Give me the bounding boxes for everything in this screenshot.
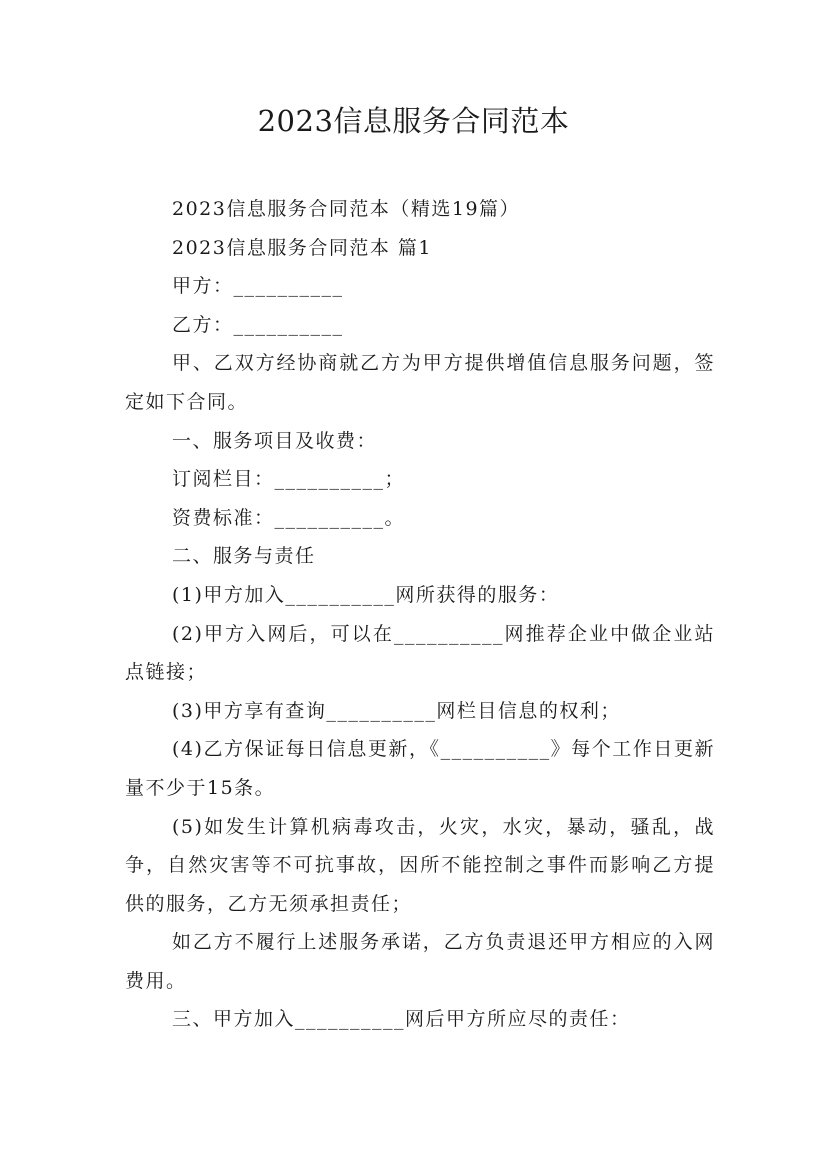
paragraph-heading-2: 二、服务与责任 [172, 545, 316, 568]
paragraph-intro: 甲、乙双方经协商就乙方为甲方提供增值信息服务问题，签定如下合同。 [125, 352, 715, 413]
paragraph-heading-1: 一、服务项目及收费： [172, 429, 378, 452]
paragraph-item-3: (3)甲方享有查询__________网栏目信息的权利； [172, 699, 621, 722]
paragraph-subscription: 订阅栏目：__________； [172, 468, 406, 491]
paragraph-item-4: (4)乙方保证每日信息更新，《__________》每个工作日更新量不少于15条。 [125, 738, 715, 799]
paragraph-heading-3: 三、甲方加入__________网后甲方所应尽的责任： [172, 1008, 631, 1031]
paragraph-item-5: (5)如发生计算机病毒攻击，火灾，水灾，暴动，骚乱，战争，自然灾害等不可抗事故，因所不能控制之事件而影响乙方提供的服务，乙方无须承担责任； [125, 815, 715, 915]
paragraph-party-a: 甲方：__________ [172, 275, 344, 298]
paragraph-item-1: (1)甲方加入__________网所获得的服务： [172, 583, 560, 606]
paragraph-fee-standard: 资费标准：__________。 [172, 506, 406, 529]
paragraph-section-title: 2023信息服务合同范本 篇1 [172, 236, 432, 259]
document-title: 2023信息服务合同范本 [257, 104, 570, 138]
paragraph-refund: 如乙方不履行上述服务承诺，乙方负责退还甲方相应的入网费用。 [125, 931, 715, 992]
document-body [125, 190, 715, 1039]
paragraph-party-b: 乙方：__________ [172, 313, 344, 336]
paragraph-collection-title: 2023信息服务合同范本（精选19篇） [172, 198, 521, 220]
paragraph-item-2: (2)甲方入网后，可以在__________网推荐企业中做企业站点链接； [125, 622, 715, 684]
